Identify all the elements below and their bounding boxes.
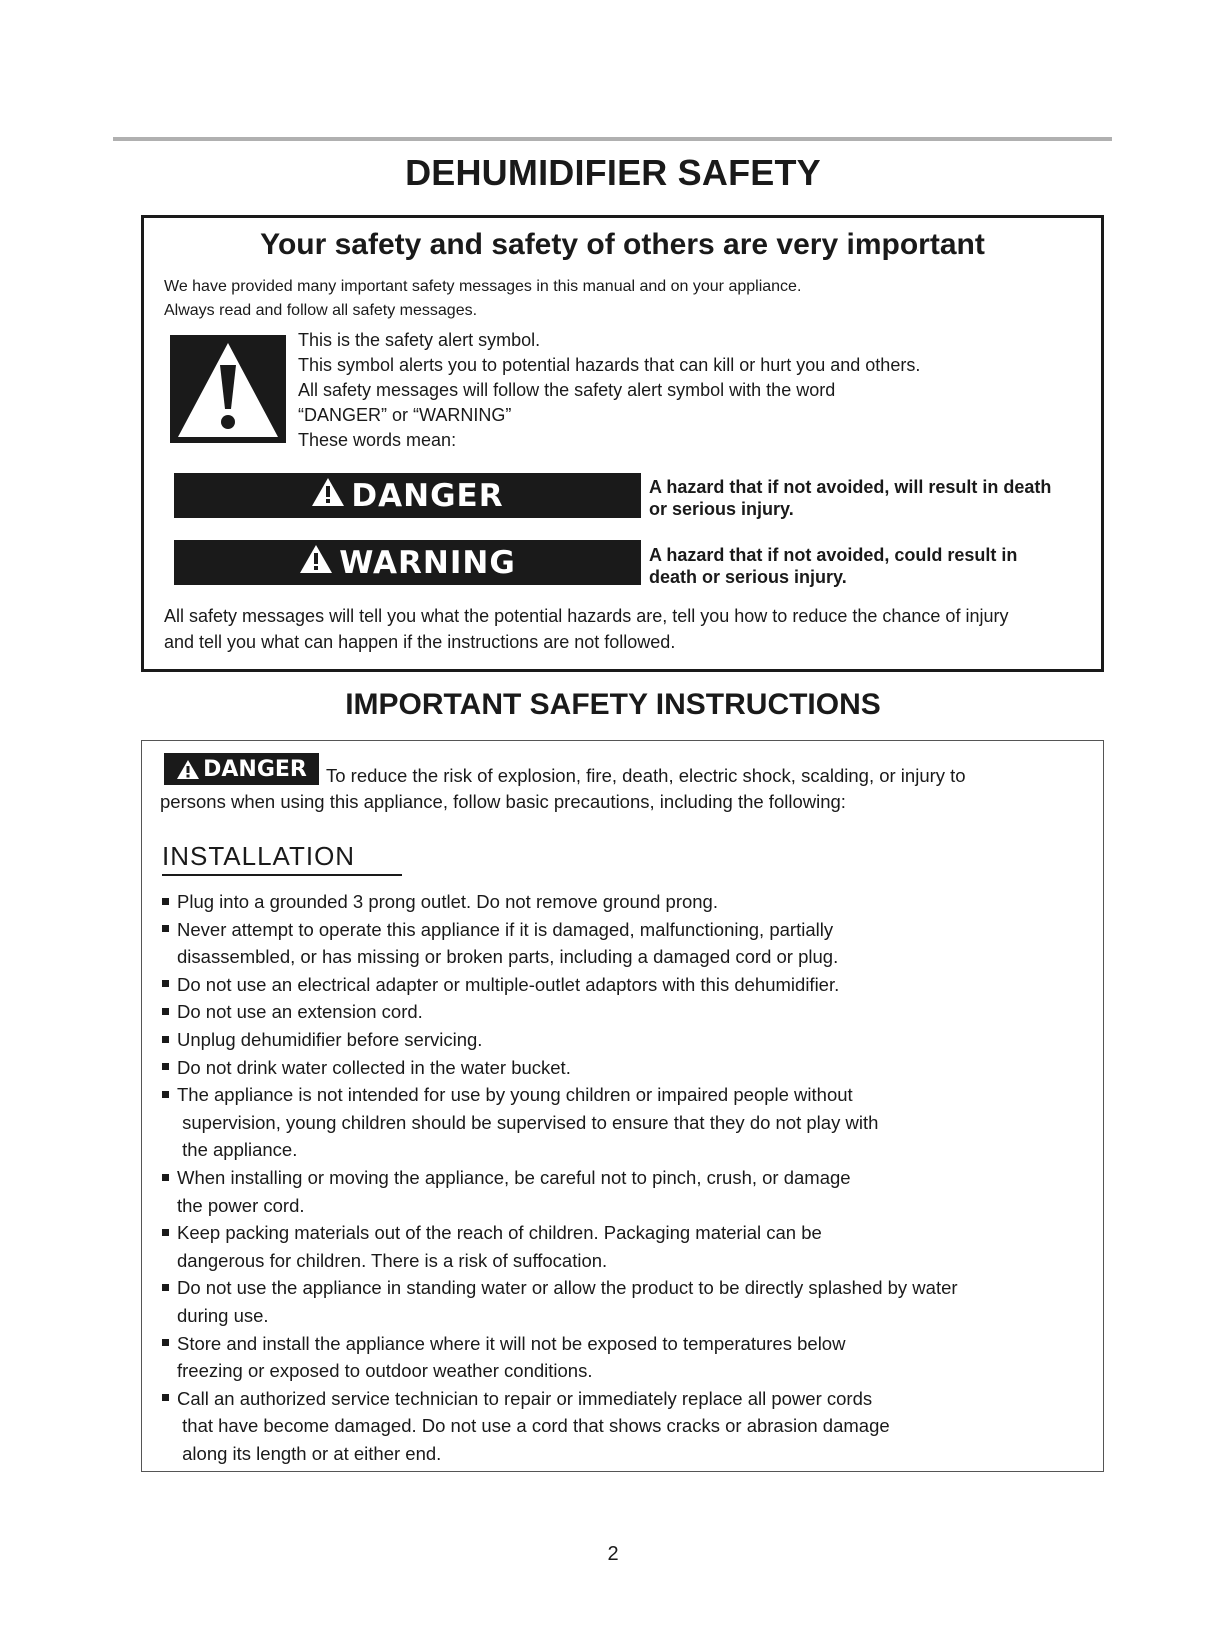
alert-text-line: This is the safety alert symbol.: [298, 330, 541, 350]
list-item: [162, 1195, 305, 1217]
list-item-text: Do not use an electrical adapter or multiple-outlet adaptors with this dehumidifier.: [177, 973, 840, 995]
warning-signal-bar: [174, 540, 641, 585]
list-item-text: Plug into a grounded 3 prong outlet. Do not remove ground prong.: [177, 891, 718, 912]
list-item: [162, 1277, 958, 1299]
list-item-text: When installing or moving the appliance, be careful not to pinch, crush, or damage: [177, 1167, 851, 1188]
intro-line: Always read and follow all safety messages.: [164, 302, 478, 319]
instructions-box: [141, 740, 1104, 1472]
list-item: [162, 1443, 441, 1465]
danger-description-line: or serious injury.: [649, 499, 794, 519]
list-item: [162, 1139, 297, 1161]
list-item-text: Do not use the appliance in standing water or allow the product to be directly splashed by water: [177, 1277, 958, 1299]
danger-intro-line: To reduce the risk of explosion, fire, death, electric shock, scalding, or injury to: [326, 765, 966, 786]
alert-text-line: This symbol alerts you to potential hazards that can kill or hurt you and others.: [298, 355, 921, 375]
list-item-text: disassembled, or has missing or broken parts, including a damaged cord or plug.: [177, 946, 839, 968]
list-item-text: along its length or at either end.: [177, 1443, 442, 1464]
warning-triangle-icon: [299, 544, 333, 582]
outro-line: and tell you what can happen if the instructions are not followed.: [164, 632, 676, 652]
bullet-icon: [162, 980, 169, 987]
list-item: [162, 1029, 482, 1051]
list-item-text: during use.: [177, 1305, 269, 1326]
list-item: [162, 1360, 592, 1382]
top-rule: [113, 137, 1112, 141]
intro-line: We have provided many important safety messages in this manual and on your appliance.: [164, 278, 802, 295]
list-item-text: Store and install the appliance where it will not be exposed to temperatures below: [177, 1332, 846, 1354]
list-item-text: Unplug dehumidifier before servicing.: [177, 1029, 483, 1050]
list-item: [162, 1305, 269, 1327]
list-item-text: the power cord.: [177, 1194, 305, 1216]
bullet-icon: [162, 1394, 169, 1401]
list-item-text: Call an authorized service technician to repair or immediately replace all power cords: [177, 1387, 873, 1409]
page-number: 2: [607, 1543, 619, 1565]
bullet-icon: [162, 1284, 169, 1291]
bullet-icon: [162, 1229, 169, 1236]
list-item-text: that have become damaged. Do not use a cord that shows cracks or abrasion damage: [177, 1415, 890, 1437]
list-item: [162, 1084, 853, 1106]
installation-underline: [162, 874, 402, 876]
danger-description-line: A hazard that if not avoided, will result in death: [649, 477, 1052, 497]
list-item: [162, 946, 838, 968]
danger-signal-bar: [174, 473, 641, 518]
list-item: [162, 1415, 890, 1437]
alert-text-line: All safety messages will follow the safety alert symbol with the word: [298, 380, 836, 400]
list-item: [162, 1057, 571, 1079]
list-item-text: supervision, young children should be supervised to ensure that they do not play with: [177, 1111, 879, 1133]
warning-description-line: death or serious injury.: [649, 567, 847, 587]
outro-line: All safety messages will tell you what the potential hazards are, tell you how to reduce the chance of injury: [164, 606, 1009, 626]
bullet-icon: [162, 925, 169, 932]
danger-label-inline: [164, 753, 319, 785]
danger-signal-word: DANGER: [351, 477, 504, 514]
list-item: [162, 974, 839, 996]
safety-box-title: Your safety and safety of others are very important: [260, 228, 985, 261]
bullet-icon: [162, 898, 169, 905]
safety-box: [141, 215, 1104, 672]
alert-text-line: “DANGER” or “WARNING”: [298, 405, 512, 425]
page-title: DEHUMIDIFIER SAFETY: [405, 152, 821, 193]
list-item-text: the appliance.: [177, 1139, 298, 1161]
list-item-text: Never attempt to operate this appliance if it is damaged, malfunctioning, partially: [177, 918, 834, 940]
outro-text: [164, 603, 1104, 655]
bullet-icon: [162, 1174, 169, 1181]
list-item: [162, 1222, 822, 1244]
list-item-text: Keep packing materials out of the reach of children. Packaging material can be: [177, 1222, 822, 1244]
bullet-icon: [162, 1339, 169, 1346]
list-item: [162, 919, 833, 941]
list-item: [162, 1333, 845, 1355]
warning-signal-word: WARNING: [339, 544, 516, 581]
danger-description: [649, 476, 1109, 520]
list-item-text: Do not drink water collected in the water bucket.: [177, 1056, 571, 1078]
list-item-text: The appliance is not intended for use by young children or impaired people without: [177, 1084, 853, 1106]
safety-alert-symbol-icon: [170, 335, 286, 443]
bullet-icon: [162, 1008, 169, 1015]
danger-intro-line: persons when using this appliance, follow basic precautions, including the following:: [160, 791, 846, 812]
list-item: [162, 891, 718, 913]
bullet-icon: [162, 1091, 169, 1098]
list-item-text: dangerous for children. There is a risk of suffocation.: [177, 1249, 608, 1271]
bullet-icon: [162, 1036, 169, 1043]
warning-triangle-icon: [176, 759, 200, 780]
warning-description: [649, 544, 1109, 588]
warning-triangle-icon: [311, 477, 345, 515]
warning-description-line: A hazard that if not avoided, could result in: [649, 545, 1018, 565]
alert-text-line: These words mean:: [298, 430, 457, 450]
list-item: [162, 1001, 423, 1023]
installation-heading: INSTALLATION: [162, 841, 356, 871]
list-item: [162, 1388, 872, 1410]
bullet-icon: [162, 1063, 169, 1070]
list-item-text: freezing or exposed to outdoor weather conditions.: [177, 1360, 593, 1382]
list-item: [162, 1250, 607, 1272]
section-title: IMPORTANT SAFETY INSTRUCTIONS: [345, 688, 881, 721]
list-item: [162, 1112, 878, 1134]
danger-label-text: DANGER: [203, 756, 307, 782]
list-item: [162, 1167, 851, 1189]
list-item-text: Do not use an extension cord.: [177, 1001, 423, 1023]
